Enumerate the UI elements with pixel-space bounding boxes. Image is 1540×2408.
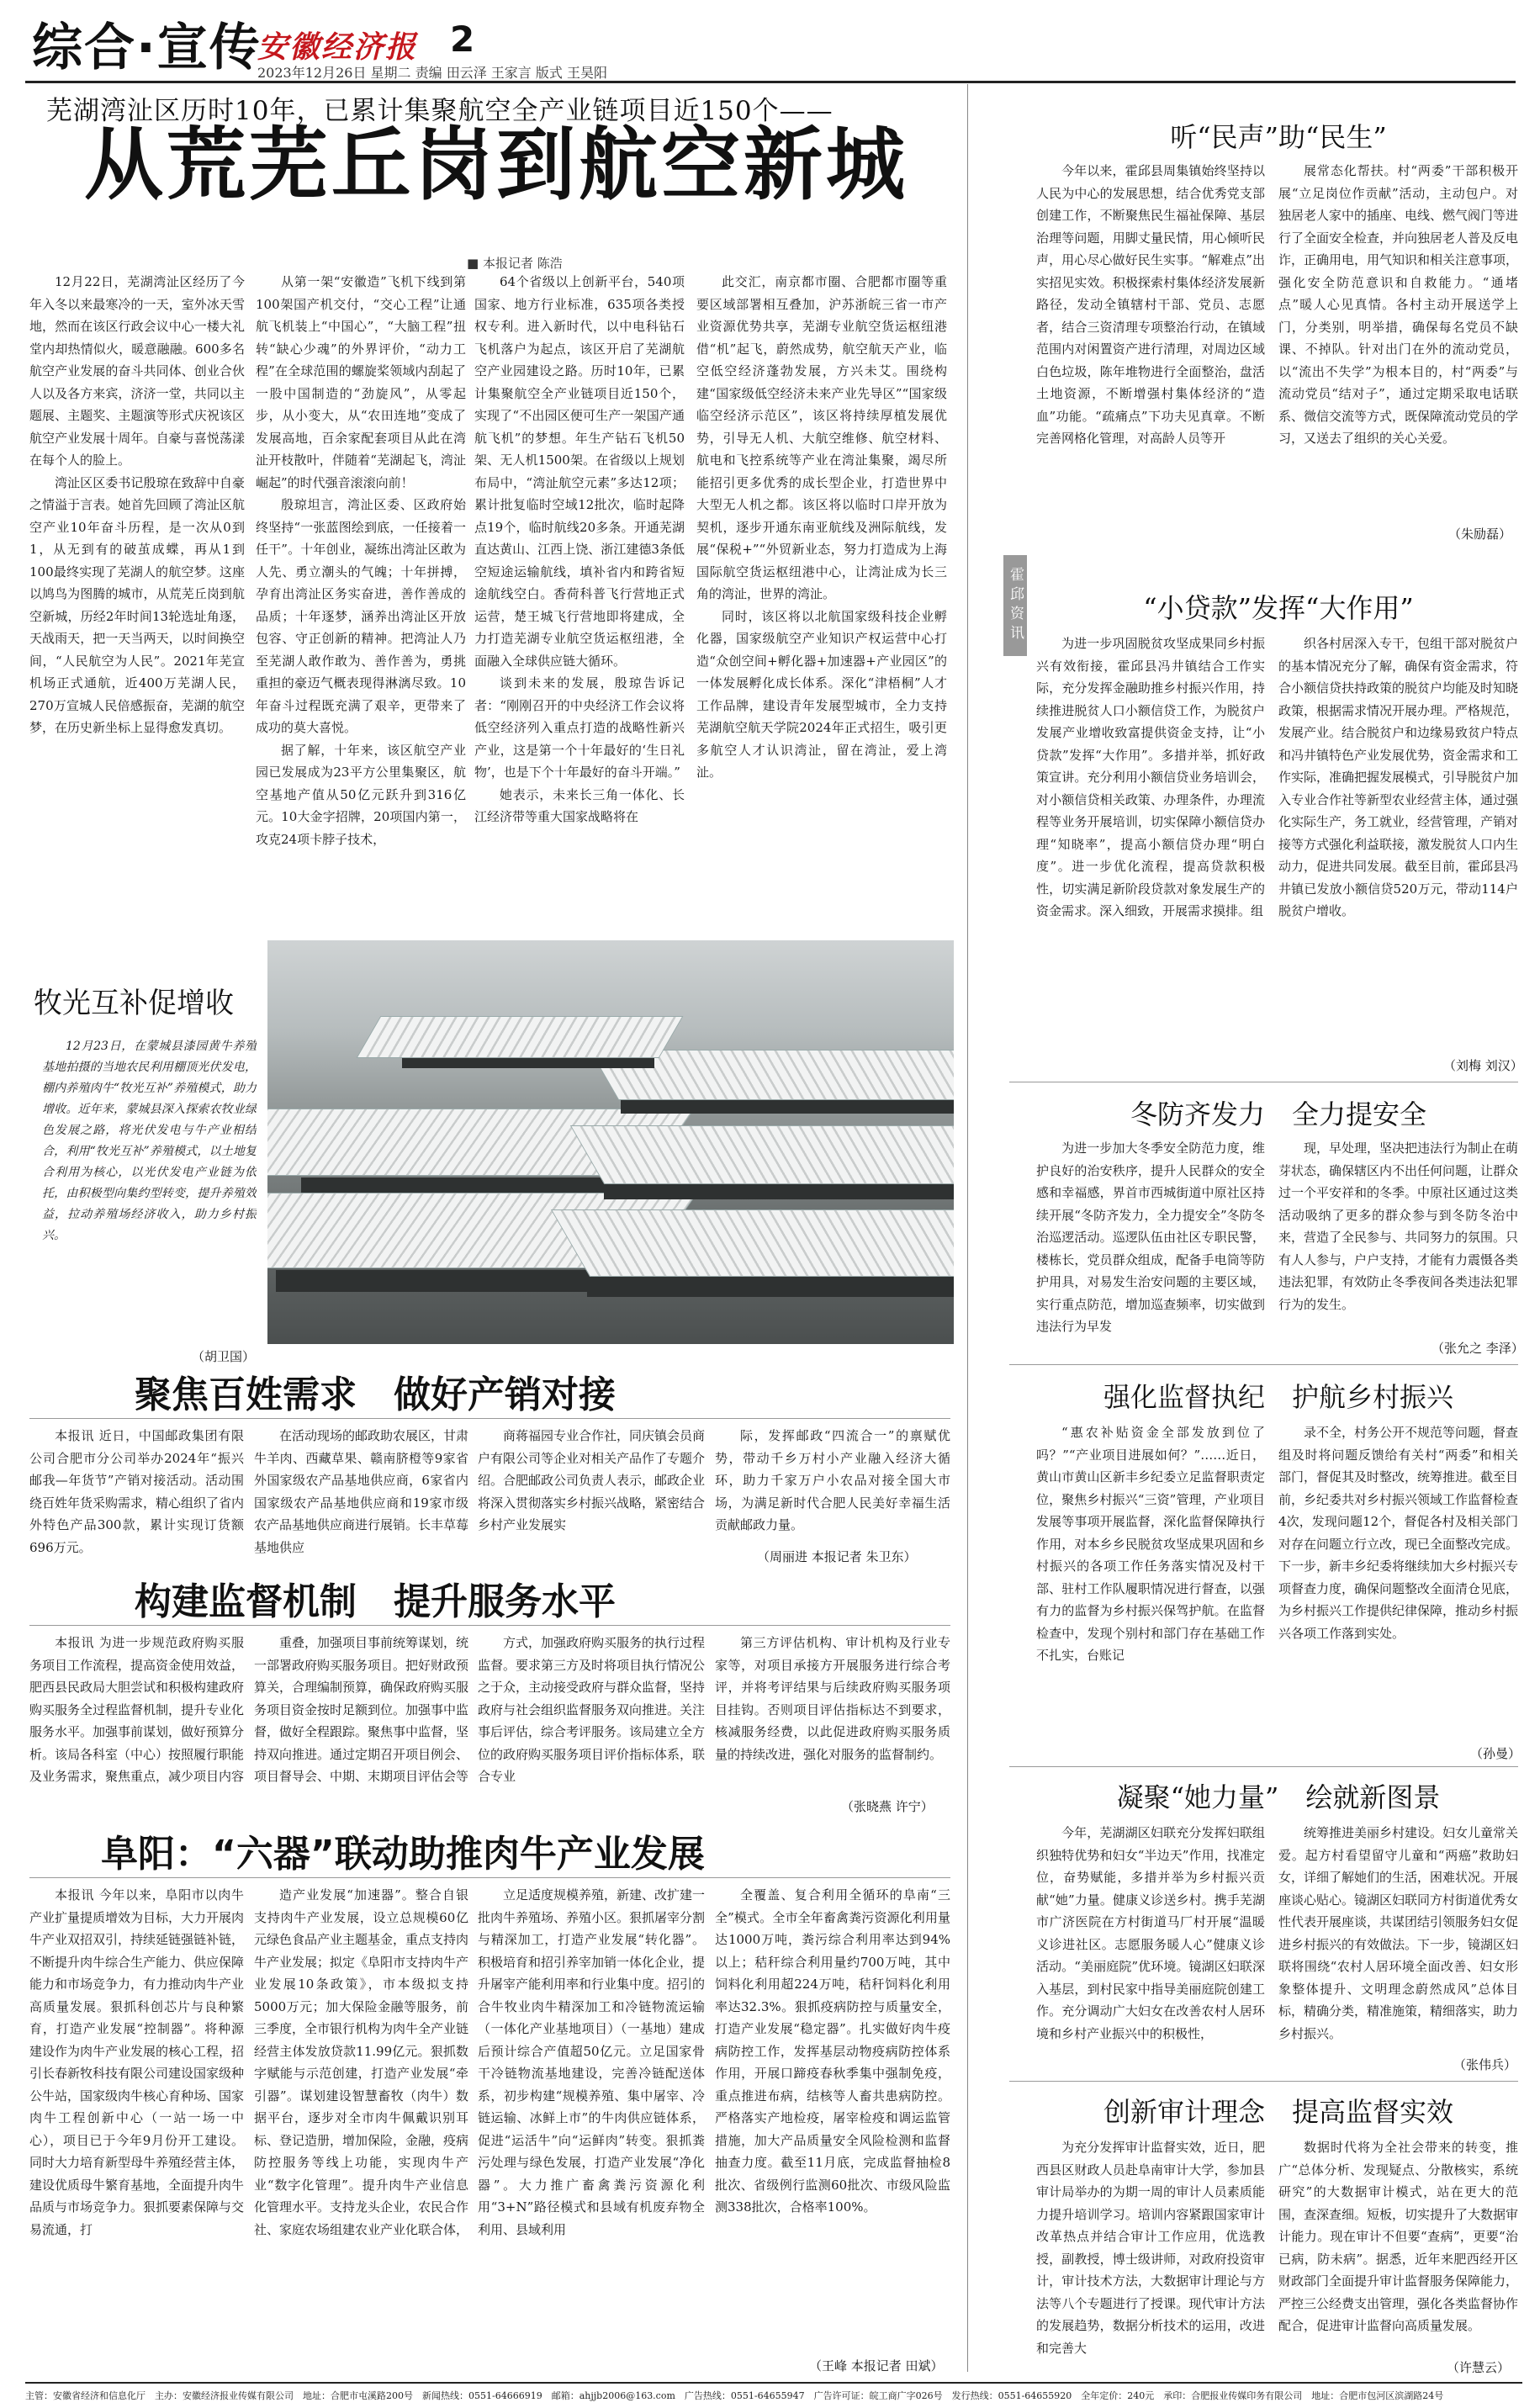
- right4-title: 强化监督执纪 护航乡村振兴: [1103, 1381, 1453, 1413]
- article3-rule: [29, 1625, 950, 1626]
- article2-col-2: 在活动现场的邮政助农展区，甘肃牛羊肉、西藏草果、赣南脐橙等9家省外国家级农产品基地供应商，6家省内国家级农产品基地供应商和19家市级农产品基地供应商进行展销。长丰草莓基地供应: [254, 1428, 468, 1555]
- right2-credit: （刘梅 刘汉）: [1443, 1058, 1523, 1073]
- footer-info: 主管：安徽省经济和信息化厅 主办：安徽经济报业传媒有限公司 地址：合肥市屯溪路200号 新闻热线：0551-64666919 邮箱：ahjjb2006@163.com 广告热线：0551-64655947 广告许可证：皖工商广字026号 发行热线：0551-64655920 全年定价：240元 承印：合肥报业传媒印务有限公司 地址：合肥市包河区滨湖路24号: [25, 2382, 1522, 2402]
- right6-col-1: 为充分发挥审计监督实效，近日，肥西县区财政人员赴阜南审计大学，参加县审计局举办的为期一周的审计人员素质能力提升培训学习。培训内容紧跟国家审计改革热点并结合审计工作应用，优选教授，副教授，博士级讲师，对政府投资审计，审计技术方法，大数据审计理论与方法等八个专题进行了授课。现代审计方法的发展趋势，数据分析技术的运用，改进和完善大: [1036, 2140, 1265, 2356]
- right1-col-1: 今年以来，霍邱县周集镇始终坚持以人民为中心的发展思想，结合优秀党支部创建工作，不断聚焦民生福祉保障、基层治理等问题，用脚丈量民情，用心倾听民声，用心尽心做好民生实事。“解难点”出实招见实效。积极探索村集体经济发展新路径，发动全镇辖村干部、党员、志愿者，结合三资清理专项整治行动，在镇域范围内对闲置资产进行清理，对周边区域白色垃圾，陈年堆物进行全面整治，盘活土地资源，不断增强村集体经济的“造血”功能。“疏痛点”下功夫见真章。不断完善网格化管理，对高龄人员等开: [1036, 163, 1265, 446]
- right5-col-2: 统筹推进美丽乡村建设。妇女儿童常关爱。起方村看望留守儿童和“两癌”救助妇女，详细了解她们的生活，困难状况。开展座谈心贴心。镜湖区妇联同方村街道优秀女性代表开展座谈，共谋团结引领服务妇女促进乡村振兴的有效做法。下一步，镜湖区妇联将围绕“农村人居环境全面改善、妇女形象整体提升、文明理念蔚然成风”总体目标，精确分类，精准施策，精细落实，助力乡村振兴。: [1278, 1825, 1518, 2041]
- article2-col-4: 际，发挥邮政“四流合一”的禀赋优势，带动千乡万村小产业融入经济大循环，助力千家万户小农品对接全国大市场，为满足新时代合肥人民美好幸福生活贡献邮政力量。: [715, 1428, 950, 1532]
- right1-col-2: 展常态化帮扶。村“两委”干部积极开展“立足岗位作贡献”活动，主动包户。对独居老人家中的插座、电线、燃气阀门等进行了全面安全检查，并向独居老人普及反电诈，正确用电，用气知识和相关注意事项，强化安全防范意识和自救能力。“通堵点”暖人心见真情。各村主动开展送学上门，分类别，明举措，确保每名党员不缺课、不掉队。针对出门在外的流动党员，以“流出不失学”为根本目的，村“两委”与流动党员“结对子”，通过定期采取电话联系、微信交流等方式，既保障流动党员的学习，又送去了组织的关心关爱。: [1278, 163, 1518, 446]
- right5-rule: [1009, 1766, 1518, 1767]
- article3-col-3: 方式，加强政府购买服务的执行过程监督。要求第三方及时将项目执行情况公之于众，主动接受政府与群众监督，坚持政府与社会组织监督服务双向推进。关注事后评估，综合考评服务。该局建立全方位的政府购买服务项目评价指标体系，联合专业: [478, 1635, 705, 1784]
- right6-rule: [1009, 2081, 1518, 2082]
- side-tab: 霍邱资讯: [1003, 555, 1027, 656]
- article4-title: 阜阳：“六器”联动助推肉牛产业发展: [101, 1833, 705, 1876]
- lead-kicker: 芜湖湾沚区历时10年，已累计集聚航空全产业链项目近150个——: [46, 96, 834, 126]
- right3-credit: （张允之 李泽）: [1432, 1341, 1524, 1356]
- right2-col-2: 织各村居深入专干，包组干部对脱贫户的基本情况充分了解，确保有资金需求，符合小额信贷扶持政策的脱贫户均能及时知晓政策，根据需求情况开展办理。严格规范，发展产业。结合脱贫户和边缘易致贫户特点和冯井镇特色产业发展优势，资金需求和工作实际，准确把握发展模式，引导脱贫户加入专业合作社等新型农业经营主体，通过强化实际生产，务工就业，经营管理，产销对接等方式强化利益联接，激发脱贫人口内生动力，促进共同发展。截至目前，霍邱县冯井镇已发放小额信贷520万元，带动114户脱贫户增收。: [1278, 636, 1518, 918]
- paper-logo: 安徽经济报: [257, 29, 418, 65]
- lead-col-3: 64个省级以上创新平台，540项国家、地方行业标准，635项各类授权专利。进入新时代，以中电科钻石飞机落户为起点，该区开启了芜湖航空产业园建设之路。历时10年，已累计集聚航空全产业链项目近150个，实现了“不出园区便可生产一架国产通航飞机”的梦想。年生产钻石飞机50架、无人机1500架。在省级以上规划布局中，“湾沚航空元素”多达12项；累计批复临时空域12批次，临时起降点19个，临时航线20多条。开通芜湖直达黄山、江西上饶、浙江建德3条低空短途运输航线，填补省内和跨省短途航线空白。香荷科普飞行营地正式运营，楚王城飞行营地即将建成，全力打造芜湖专业航空货运枢纽港，全面融入全球供应链大循环。 谈到未来的发展，殷琼告诉记者：“刚刚召开的中央经济工作会议将低空经济列入重点打造的战略性新兴产业，这是第一个十年最好的‘生日礼物’，也是下个十年最好的奋斗开端。” 她表示，未来长三角一体化、长江经济带等重大国家战略将在: [474, 274, 685, 824]
- article3-col-4: 第三方评估机构、审计机构及行业专家等，对项目承接方开展服务进行综合考评，并将考评结果与后续政府购买服务项目挂钩。否则项目评估指标达不到要求，核减服务经费，以此促进政府购买服务质量的持续改进，强化对服务的监督制约。: [715, 1635, 950, 1762]
- right4-rule: [1009, 1364, 1518, 1365]
- right4-credit: （孙曼）: [1470, 1746, 1521, 1761]
- right2-col-1: 为进一步巩固脱贫攻坚成果同乡村振兴有效衔接，霍邱县冯井镇结合工作实际，充分发挥金融助推乡村振兴作用，持续推进脱贫人口小额信贷工作，为脱贫户发展产业增收致富提供资金支持，让“小贷款”发挥“大作用”。多措并举，抓好政策宣讲。充分利用小额信贷业务培训会，对小额信贷相关政策、办理条件，办理流程等业务开展培训，切实保障小额信贷办理“知晓率”，提高小额信贷办理“明白度”。进一步优化流程，提高贷款积极性，切实满足新阶段贷款对象发展生产的资金需求。深入细致，开展需求摸排。组: [1036, 636, 1265, 918]
- article2-credit: （周丽进 本报记者 朱卫东）: [757, 1549, 917, 1564]
- article4-col-2: 造产业发展“加速器”。整合自银支持肉牛产业发展，设立总规模60亿元绿色食品产业主题基金，重点支持肉牛产业发展；拟定《阜阳市支持肉牛产业发展10条政策》，市本级拟支持5000万元；加大保险金融等服务，前三季度，全市银行机构为肉牛全产业链经营主体发放贷款11.99亿元。狠抓数字赋能与示范创建，打造产业发展“牵引器”。谋划建设智慧畜牧（肉牛）数据平台，逐步对全市肉牛佩戴识别耳标、登记造册，增加保险，金融，疫病防控服务等线上功能，实现肉牛产业“数字化管理”。提升肉牛产业信息化管理水平。支持龙头企业，农民合作社、家庭农场组建农业产业化联合体，: [254, 1887, 468, 2237]
- right3-col-2: 现，早处理，坚决把违法行为制止在萌芽状态，确保辖区内不出任何问题，让群众过一个平安祥和的冬季。中原社区通过这类活动吸纳了更多的群众参与到冬防冬治中来，营造了全民参与、共同努力的氛围。只有人人参与，户户支持，才能有力震慑各类违法犯罪，有效防止冬季夜间各类违法犯罪行为的发生。: [1278, 1140, 1518, 1312]
- right1-title: 听“民声”助“民生”: [1170, 121, 1387, 153]
- masthead-rule: [25, 81, 1516, 83]
- article3-credit: （张晓燕 许宁）: [841, 1799, 934, 1814]
- section-title: 综合·宣传: [32, 19, 262, 77]
- lead-col-4: 此交汇，南京都市圈、合肥都市圈等重要区域部署相互叠加，沪苏浙皖三省一市产业资源优势共享，芜湖专业航空货运枢纽港借“机”起飞，蔚然成势，航空航天产业，临空低空经济蓬勃发展，方兴未艾。围绕构建“国家级低空经济未来产业先导区”“国家级临空经济示范区”，该区将持续厚植发展优势，引导无人机、大航空维修、航空材料、航电和飞控系统等产业在湾沚集聚，竭尽所能招引更多优秀的成长型企业，打造世界中大型无人机之都。该区将以临时口岸开放为契机，逐步开通东南亚航线及洲际航线，发展“保税+”“外贸新业态，努力打造成为上海国际航空货运枢纽港中心，让湾沚成为长三角的湾沚，世界的湾沚。 同时，该区将以北航国家级科技企业孵化器，国家级航空产业知识产权运营中心打造“众创空间+孵化器+加速器+产业园区”的一体发展孵化成长体系。深化“津梧桐”人才工作品牌，建设青年发展型城市，全力支持芜湖航空航天学院2024年正式招生，吸引更多航空人才认识湾沚，留在湾沚，爱上湾沚。: [696, 274, 947, 780]
- date-line: 2023年12月26日 星期二 责编 田云泽 王家言 版式 王昊阳: [257, 65, 607, 81]
- right1-credit: （朱励磊）: [1448, 527, 1512, 542]
- article2-col-3: 商蒋福园专业合作社，同庆镇会员商户有限公司等企业对相关产品作了专题介绍。合肥邮政公司负责人表示，邮政企业将深入贯彻落实乡村振兴战略，紧密结合乡村产业发展实: [478, 1428, 705, 1532]
- lead-byline: ■ 本报记者 陈浩: [467, 256, 563, 271]
- feature-caption: 12月23日，在蒙城县漆园黄牛养殖基地拍摄的当地农民利用棚顶光伏发电，棚内养殖肉牛“牧光互补”养殖模式，助力增收。近年来，蒙城县深入探索农牧业绿色发展之路，将光伏发电与牛产业相结合，利用“牧光互补”养殖模式，以土地复合利用为核心，以光伏发电产业链为依托，由积极型向集约型转变，提升养殖效益，拉动养殖场经济收入，助力乡村振兴。: [42, 1040, 257, 1242]
- pasture-photo: [267, 940, 954, 1344]
- article2-col-1: 本报讯 近日，中国邮政集团有限公司合肥市分公司举办2024年“振兴邮我—年货节”产销对接活动。活动围绕百姓年货采购需求，精心组织了省内外特色产品300款，累计实现订货额696万元。: [29, 1428, 244, 1555]
- article2-title: 聚焦百姓需求 做好产销对接: [135, 1373, 616, 1416]
- right2-title: “小贷款”发挥“大作用”: [1143, 592, 1414, 624]
- article3-col-1: 本报讯 为进一步规范政府购买服务项目工作流程，提高资金使用效益，肥西县民政局大胆尝试和积极构建政府购买服务全过程监督机制，提升专业化服务水平。加强事前谋划，做好预算分析。该局各科室（中心）按照履行职能及业务需求，聚焦重点，减少项目内容: [29, 1635, 244, 1784]
- article3-col-2: 重叠，加强项目事前统筹谋划，统一部署政府购买服务项目。把好财政预算关，合理编制预算，确保政府购买服务项目资金按时足额到位。加强事中监督，做好全程跟踪。聚焦事中监督，坚持双向推进。通过定期召开项目例会、项目督导会、中期、末期项目评估会等: [254, 1635, 468, 1784]
- page-number: 2: [450, 19, 475, 60]
- feature-credit: （胡卫国）: [192, 1349, 256, 1364]
- right6-credit: （许慧云）: [1447, 2360, 1511, 2375]
- right6-title: 创新审计理念 提高监督实效: [1103, 2096, 1453, 2128]
- right5-col-1: 今年，芜湖湖区妇联充分发挥妇联组织独特优势和妇女“半边天”作用，找准定位，奋势赋能，多措并举为乡村振兴贡献“她”力量。健康义诊送乡村。携手芜湖市广济医院在方村街道马厂村开展“温暖义诊进社区。志愿服务暖人心”健康义诊活动。“美丽庭院”优环境。镜湖区妇联深入基层，到村民家中指导美丽庭院创建工作。充分调动广大妇女在改善农村人居环境和乡村产业振兴中的积极性，: [1036, 1825, 1265, 2041]
- article3-title: 构建监督机制 提升服务水平: [135, 1580, 616, 1623]
- article4-col-3: 立足适度规模养殖，新建、改扩建一批肉牛养殖场、养殖小区。狠抓屠宰分割与精深加工，打造产业发展“转化器”。积极培育和招引养宰加销一体化企业，提升屠宰产能利用率和行业集中度。招引的合牛牧业肉牛精深加工和冷链物流运输（一体化产业基地项目）（一基地）建成后预计综合产值超50亿元。立足国家骨干冷链物流基地建设，完善冷链配送体系，初步构建“规模养殖、集中屠宰、冷链运输、冰鲜上市”的牛肉供应链体系，促进“运活牛”向“运鲜肉”转变。狠抓粪污处理与绿色发展，打造产业发展“净化器”。大力推广畜禽粪污资源化利用“3+N”路径模式和县域有机废弃物全利用、县域利用: [478, 1887, 705, 2237]
- right5-credit: （张伟兵）: [1453, 2057, 1517, 2072]
- article4-col-1: 本报讯 今年以来，阜阳市以肉牛产业扩量提质增效为目标，大力开展肉牛产业双招双引，持续延链强链补链，不断提升肉牛综合生产能力、供应保障能力和市场竞争力，有力推动肉牛产业高质量发展。狠抓科创芯片与良种繁育，打造产业发展“控制器”。将种源建设作为肉牛产业发展的核心工程，招引长春新牧科技有限公司建设国家级种公牛站，国家级肉牛核心育种场、国家肉牛工程创新中心（一站一场一中心），项目已于今年9月份开工建设。同时大力培育新型母牛养殖经营主体，建设优质母牛繁育基地，全面提升肉牛品质与市场竞争力。狠抓要素保障与交易流通，打: [29, 1887, 244, 2237]
- article4-credit: （王峰 本报记者 田斌）: [809, 2358, 944, 2374]
- right-column-divider: [967, 84, 968, 2372]
- lead-col-2: 从第一架“安徽造”飞机下线到第100架国产机交付，“交心工程”让通航飞机装上“中国心”，“大脑工程”扭转“缺心少魂”的外界评价，“动力工程”在全球范围的螺旋桨领域内刮起了一股中国制造的“劲旋风”，从零起步，从小变大，从“农田连地”变成了发展高地，百余家配套项目从此在湾沚开枝散叶，伴随着“芜湖起飞，湾沚崛起”的时代强音滚滚向前！ 殷琼坦言，湾沚区委、区政府始终坚持“一张蓝图绘到底，一任接着一任干”。十年创业，凝练出湾沚区敢为人先、勇立潮头的气魄；十年拼搏，孕育出湾沚区务实奋进，善作善成的品质；十年逐梦，涵养出湾沚区开放包容、守正创新的精神。把湾沚人乃至芜湖人敢作敢为、善作善为，勇挑重担的豪迈气概表现得淋漓尽致。10年奋斗过程既充满了艰辛，更带来了成功的莫大喜悦。 据了解，十年来，该区航空产业园已发展成为23平方公里集聚区，航空基地产值从50亿元跃升到316亿元。10大金字招牌，20项国内第一，攻克24项卡脖子技术，: [256, 274, 466, 847]
- right4-col-2: 录不全，村务公开不规范等问题，督查组及时将问题反馈给有关村“两委”和相关部门，督促其及时整改，统筹推进。截至目前，乡纪委共对乡村振兴领域工作监督检查4次，发现问题12个，督促各村及相关部门对存在问题立行立改，现已全面整改完成。下一步，新丰乡纪委将继续加大乡村振兴专项督查力度，确保问题整改全面清仓见底，为乡村振兴工作提供纪律保障，推动乡村振兴各项工作落到实处。: [1278, 1425, 1518, 1641]
- right3-title: 冬防齐发力 全力提安全: [1130, 1098, 1426, 1130]
- lead-title: 从荒芜丘岗到航空新城: [84, 119, 909, 211]
- article2-rule: [29, 1418, 950, 1419]
- article4-col-4: 全覆盖、复合利用全循环的阜南“三全”模式。全市全年畜禽粪污资源化利用量达1000万吨，粪污综合利用率达到94%以上；秸秆综合利用量约700万吨，其中饲料化利用超224万吨，秸秆饲料化利用率达32.3%。狠抓疫病防控与质量安全，打造产业发展“稳定器”。扎实做好肉牛疫病防控工作，发挥基层动物疫病防控体系作用，开展口蹄疫春秋季集中强制免疫，重点推进布病，结核等人畜共患病防控。严格落实产地检疫，屠宰检疫和调运监管措施，加大产品质量安全风险检测和监督抽查力度。截至11月底，完成监督抽检8批次、省级例行监测60批次、市级风险监测338批次，合格率100%。: [715, 1887, 950, 2215]
- lead-col-1: 12月22日，芜湖湾沚区经历了今年入冬以来最寒冷的一天，室外冰天雪地，然而在该区行政会议中心一楼大礼堂内却热情似火，暖意融融。600多名航空产业发展的奋斗共同体、创业合伙人以及各方来宾，济济一堂，共同以主题展、主题奖、主题演等形式庆祝该区航空产业发展十周年。自豪与喜悦荡漾在每个人的脸上。 湾沚区区委书记殷琼在致辞中自豪之情溢于言表。她首先回顾了湾沚区航空产业10年奋斗历程，是一次从0到1，从无到有的破茧成蝶，再从1到100最终实现了芜湖人的航空梦。这座以鸠鸟为图腾的城市，从荒芜丘岗到航空新城，历经2年时间13轮选址角逐，天战雨天，把一天当两天，以时间换空间，“人民航空为人民”。2021年芜宣机场正式通航，近400万芜湖人民，270万宣城人民倍感振奋，芜湖的航空梦，在历史新坐标上显得愈发真切。: [29, 274, 245, 735]
- right5-title: 凝聚“她力量” 绘就新图景: [1116, 1781, 1441, 1813]
- article4-rule: [29, 1877, 950, 1878]
- feature-title: 牧光互补促增收: [34, 987, 234, 1020]
- right4-col-1: “惠农补贴资金全部发放到位了吗？”“产业项目进展如何？”……近日，黄山市黄山区新丰乡纪委立足监督职责定位，聚焦乡村振兴“三资”管理，产业项目发展等事项开展监督，深化监督保障执行作用，对本乡乡民脱贫攻坚成果巩固和乡村振兴的各项工作任务落实情况及村干部、驻村工作队履职情况进行督查，以强有力的监督为乡村振兴保驾护航。在监督检查中，发现个别村和部门存在基础工作不扎实，台账记: [1036, 1425, 1265, 1663]
- right6-col-2: 数据时代将为全社会带来的转变，推广“总体分析、发现疑点、分散核实，系统研究”的大数据审计模式，站在更大的范围，查深查细。短板，切实提升了大数据审计能力。现在审计不但要“查病”，更要“治已病，防未病”。据悉，近年来肥西经开区财政部门全面提升审计监督服务保障能力，严控三公经费支出管理，强化各类监督协作配合，促进审计监督向高质量发展。: [1278, 2140, 1518, 2333]
- right3-col-1: 为进一步加大冬季安全防范力度，维护良好的治安秩序，提升人民群众的安全感和幸福感，界首市西城街道中原社区持续开展“冬防齐发力，全力提安全”冬防冬治巡逻活动。巡逻队伍由社区专职民警，楼栋长，党员群众组成，配备手电筒等防护用具，对易发生治安问题的主要区域，实行重点防范，增加巡查频率，切实做到违法行为早发: [1036, 1140, 1265, 1334]
